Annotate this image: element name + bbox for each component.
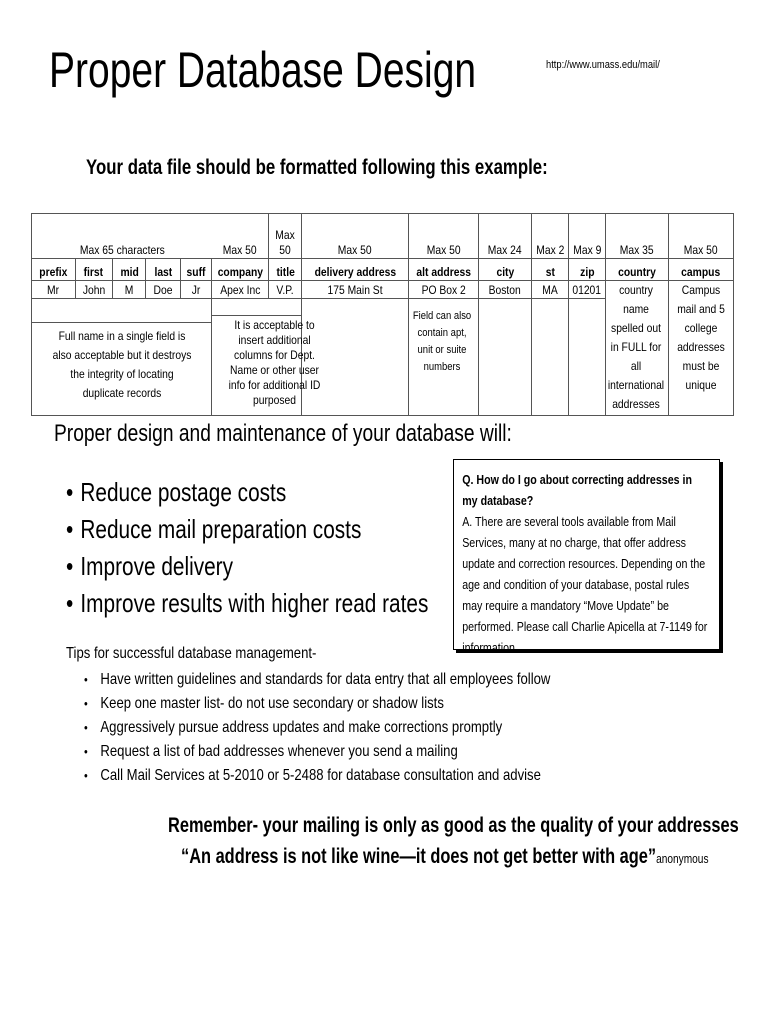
list-item: • Aggressively pursue address updates and make corrections promptly: [84, 716, 550, 740]
bullet-icon: •: [84, 672, 88, 687]
closing-quote: [181, 845, 709, 869]
cell-company: Apex Inc: [212, 281, 269, 299]
max-alt: Max 50: [408, 214, 478, 259]
quote-attribution: anonymous: [656, 851, 709, 866]
example-row: [32, 281, 734, 299]
list-item: • Call Mail Services at 5-2010 or 5-2488 for database consultation and advise: [84, 764, 550, 788]
cell-title: V.P.: [268, 281, 301, 299]
tips-list: [84, 668, 653, 788]
cell-prefix: Mr: [32, 281, 76, 299]
page-title: Proper Database Design: [49, 42, 477, 98]
header-title: title: [268, 259, 301, 281]
cell-alt-address: PO Box 2: [408, 281, 478, 299]
cell-first: John: [75, 281, 112, 299]
max-company: Max 50: [212, 214, 269, 259]
header-mid: mid: [113, 259, 146, 281]
header-alt-address: alt address: [408, 259, 478, 281]
note-full-name: Full name in a single field is also acceptable but it destroys the integrity of locating duplicate records: [52, 329, 192, 400]
header-campus: campus: [669, 259, 734, 281]
cell-mid: M: [113, 281, 146, 299]
max-delivery: Max 50: [302, 214, 408, 259]
cell-zip: 01201: [568, 281, 605, 299]
cell-suff: Jr: [180, 281, 211, 299]
header-suff: suff: [180, 259, 211, 281]
source-url: http://www.umass.edu/mail/: [546, 59, 660, 71]
note-extra-columns: It is acceptable to insert additional columns for Dept. Name or other user info for additional ID purposed: [228, 318, 321, 407]
benefits-heading: Proper design and maintenance of your database will:: [54, 420, 512, 447]
note-alt-address: Field can also contain apt, unit or suite numbers: [412, 310, 471, 373]
header-first: first: [75, 259, 112, 281]
note-name-cell: [32, 299, 212, 416]
list-item: • Improve delivery: [66, 548, 428, 585]
list-item: • Improve results with higher read rates: [66, 585, 428, 622]
max-length-row: [32, 214, 734, 259]
tips-heading: Tips for successful database management-: [66, 645, 317, 662]
bullet-icon: •: [66, 588, 74, 618]
bullet-icon: •: [84, 696, 88, 711]
max-title: Max 50: [268, 214, 301, 259]
note-alt-cell: [408, 299, 478, 416]
list-item: • Keep one master list- do not use secondary or shadow lists: [84, 692, 550, 716]
benefits-list: [66, 474, 519, 622]
max-zip: Max 9: [568, 214, 605, 259]
cell-delivery-address: 175 Main St: [302, 281, 408, 299]
header-city: city: [478, 259, 532, 281]
instruction-subtitle: Your data file should be formatted following this example:: [86, 156, 548, 179]
bullet-icon: •: [66, 477, 74, 507]
bullet-icon: •: [66, 514, 74, 544]
list-item: • Request a list of bad addresses whenever you send a mailing: [84, 740, 550, 764]
bullet-icon: •: [66, 551, 74, 581]
cell-last: Doe: [146, 281, 180, 299]
max-name: Max 65 characters: [32, 214, 212, 259]
remember-note: Remember- your mailing is only as good as the quality of your addresses: [168, 814, 739, 837]
list-item: • Reduce postage costs: [66, 474, 428, 511]
faq-box: [453, 459, 720, 655]
cell-city: Boston: [478, 281, 532, 299]
bullet-icon: •: [84, 768, 88, 783]
header-prefix: prefix: [32, 259, 76, 281]
cell-st-empty: [532, 299, 568, 416]
cell-st: MA: [532, 281, 568, 299]
list-item: • Have written guidelines and standards for data entry that all employees follow: [84, 668, 550, 692]
cell-campus: Campus mail and 5 college addresses must be unique: [669, 281, 734, 416]
max-campus: Max 50: [669, 214, 734, 259]
list-item: • Reduce mail preparation costs: [66, 511, 428, 548]
max-st: Max 2: [532, 214, 568, 259]
header-st: st: [532, 259, 568, 281]
header-country: country: [606, 259, 669, 281]
faq-question: Q. How do I go about correcting addresses in my database?: [462, 472, 693, 508]
header-delivery-address: delivery address: [302, 259, 408, 281]
header-zip: zip: [568, 259, 605, 281]
max-country: Max 35: [606, 214, 669, 259]
note-columns-cell: [212, 299, 321, 416]
cell-city-empty: [478, 299, 532, 416]
cell-zip-empty: [568, 299, 605, 416]
faq-answer: A. There are several tools available from Mail Services, many at no charge, that offer address update and correction resources. Depending on the age and condition of your database, postal rules may require a mandatory “Move Update” be performed. Please call Charlie Apicella at 7-1149 for information.: [462, 514, 708, 655]
data-format-table: [31, 213, 734, 414]
bullet-icon: •: [84, 744, 88, 759]
cell-country: country name spelled out in FULL for all international addresses: [606, 281, 669, 416]
column-header-row: [32, 259, 734, 281]
header-company: company: [212, 259, 269, 281]
max-city: Max 24: [478, 214, 532, 259]
header-last: last: [146, 259, 180, 281]
bullet-icon: •: [84, 720, 88, 735]
quote-text: “An address is not like wine—it does not get better with age”: [181, 845, 657, 868]
